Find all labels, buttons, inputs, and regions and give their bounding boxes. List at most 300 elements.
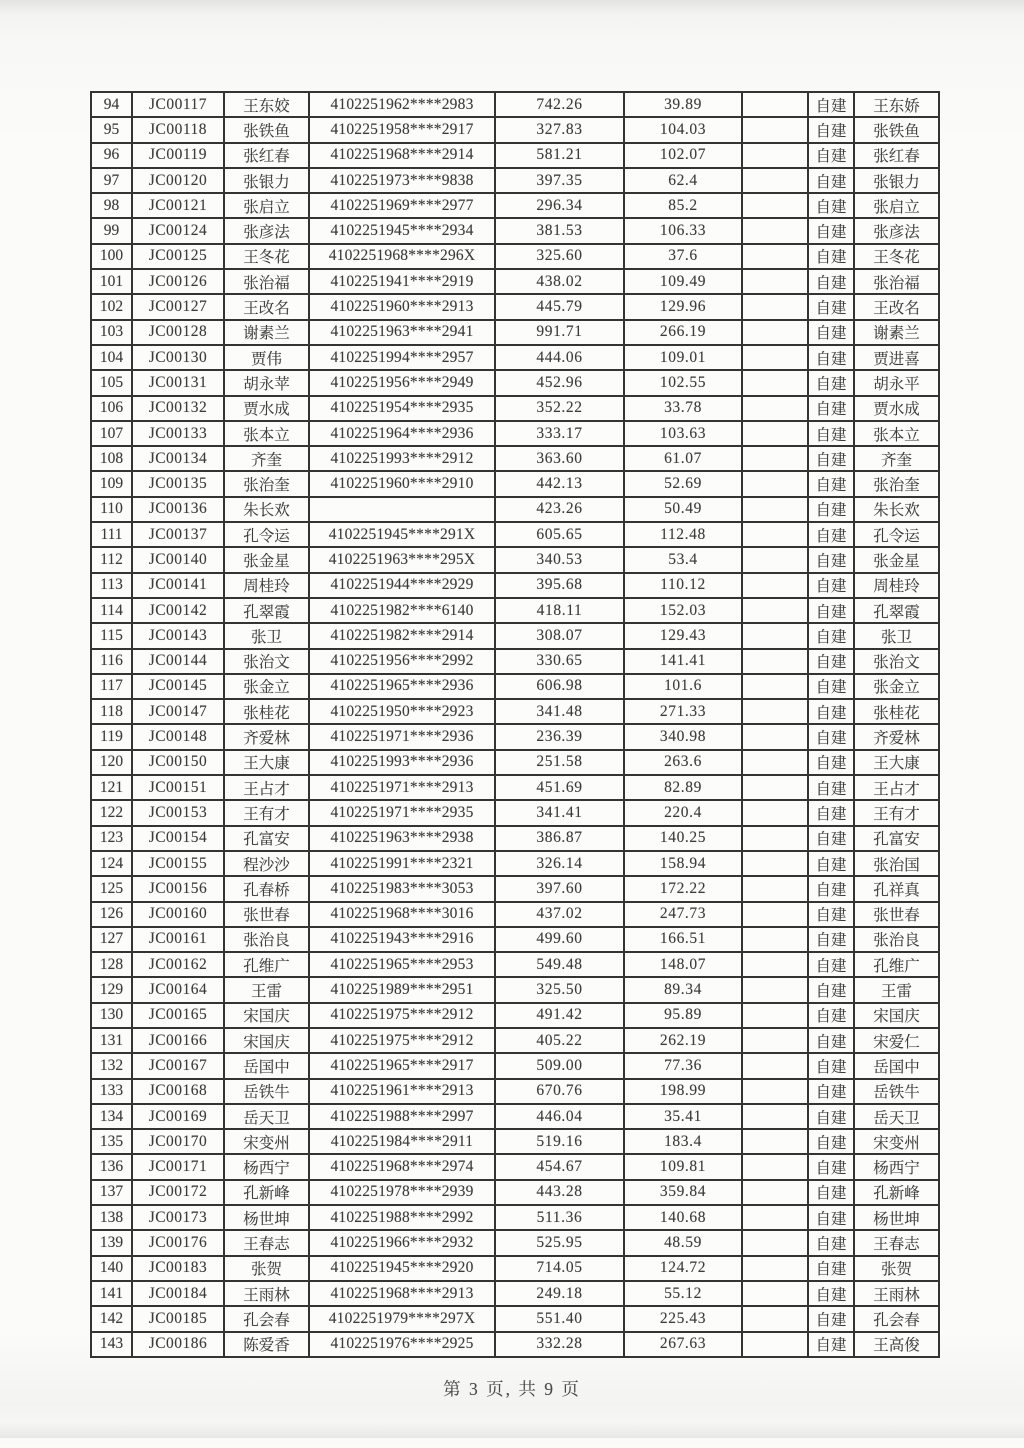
name-cell: 张彦法 xyxy=(224,218,309,243)
amount-1-cell: 386.87 xyxy=(495,826,624,851)
table-row xyxy=(91,117,939,142)
amount-1-cell: 249.18 xyxy=(495,1281,624,1306)
alt-name-cell: 张银力 xyxy=(854,168,939,193)
alt-name-cell: 王东娇 xyxy=(854,92,939,117)
build-type-cell: 自建 xyxy=(808,927,854,952)
amount-2-cell: 109.49 xyxy=(624,269,742,294)
name-cell: 宋国庆 xyxy=(224,1003,309,1028)
amount-1-cell: 423.26 xyxy=(495,497,624,522)
amount-1-cell: 236.39 xyxy=(495,724,624,749)
blank-cell xyxy=(742,750,808,775)
alt-name-cell: 张桂花 xyxy=(854,699,939,724)
amount-1-cell: 308.07 xyxy=(495,623,624,648)
amount-2-cell: 101.6 xyxy=(624,674,742,699)
blank-cell xyxy=(742,168,808,193)
code-cell: JC00172 xyxy=(132,1180,224,1205)
id-number-cell: 4102251994****2957 xyxy=(309,345,495,370)
alt-name-cell: 张治文 xyxy=(854,649,939,674)
row-number-cell: 126 xyxy=(91,902,132,927)
alt-name-cell: 齐爱林 xyxy=(854,724,939,749)
amount-2-cell: 148.07 xyxy=(624,952,742,977)
table-row xyxy=(91,269,939,294)
id-number-cell: 4102251964****2936 xyxy=(309,421,495,446)
id-number-cell: 4102251956****2992 xyxy=(309,649,495,674)
blank-cell xyxy=(742,623,808,648)
amount-2-cell: 271.33 xyxy=(624,699,742,724)
table-row xyxy=(91,1129,939,1154)
id-number-cell: 4102251961****2913 xyxy=(309,1079,495,1104)
code-cell: JC00125 xyxy=(132,244,224,269)
table-row xyxy=(91,497,939,522)
alt-name-cell: 杨西宁 xyxy=(854,1154,939,1179)
amount-1-cell: 381.53 xyxy=(495,218,624,243)
id-number-cell: 4102251971****2936 xyxy=(309,724,495,749)
amount-1-cell: 397.35 xyxy=(495,168,624,193)
name-cell: 孔会春 xyxy=(224,1306,309,1331)
id-number-cell: 4102251954****2935 xyxy=(309,396,495,421)
amount-1-cell: 991.71 xyxy=(495,320,624,345)
code-cell: JC00156 xyxy=(132,876,224,901)
row-number-cell: 118 xyxy=(91,699,132,724)
row-number-cell: 114 xyxy=(91,598,132,623)
amount-2-cell: 48.59 xyxy=(624,1230,742,1255)
row-number-cell: 109 xyxy=(91,471,132,496)
code-cell: JC00176 xyxy=(132,1230,224,1255)
alt-name-cell: 贾进喜 xyxy=(854,345,939,370)
code-cell: JC00128 xyxy=(132,320,224,345)
alt-name-cell: 张卫 xyxy=(854,623,939,648)
amount-1-cell: 443.28 xyxy=(495,1180,624,1205)
id-number-cell: 4102251960****2910 xyxy=(309,471,495,496)
build-type-cell: 自建 xyxy=(808,674,854,699)
code-cell: JC00118 xyxy=(132,117,224,142)
blank-cell xyxy=(742,724,808,749)
code-cell: JC00145 xyxy=(132,674,224,699)
name-cell: 杨西宁 xyxy=(224,1154,309,1179)
table-row xyxy=(91,927,939,952)
id-number-cell: 4102251968****296X xyxy=(309,244,495,269)
blank-cell xyxy=(742,699,808,724)
id-number-cell: 4102251978****2939 xyxy=(309,1180,495,1205)
table-row xyxy=(91,446,939,471)
build-type-cell: 自建 xyxy=(808,1053,854,1078)
table-row xyxy=(91,244,939,269)
amount-2-cell: 85.2 xyxy=(624,193,742,218)
table-row xyxy=(91,1003,939,1028)
amount-2-cell: 262.19 xyxy=(624,1028,742,1053)
blank-cell xyxy=(742,218,808,243)
amount-1-cell: 352.22 xyxy=(495,396,624,421)
blank-cell xyxy=(742,1104,808,1129)
blank-cell xyxy=(742,1332,808,1357)
row-number-cell: 111 xyxy=(91,522,132,547)
blank-cell xyxy=(742,92,808,117)
alt-name-cell: 王雨林 xyxy=(854,1281,939,1306)
id-number-cell: 4102251988****2992 xyxy=(309,1205,495,1230)
table-row xyxy=(91,143,939,168)
amount-2-cell: 166.51 xyxy=(624,927,742,952)
blank-cell xyxy=(742,345,808,370)
row-number-cell: 119 xyxy=(91,724,132,749)
name-cell: 王冬花 xyxy=(224,244,309,269)
id-number-cell: 4102251950****2923 xyxy=(309,699,495,724)
build-type-cell: 自建 xyxy=(808,1230,854,1255)
amount-2-cell: 102.55 xyxy=(624,370,742,395)
name-cell: 孔令运 xyxy=(224,522,309,547)
amount-2-cell: 61.07 xyxy=(624,446,742,471)
amount-1-cell: 418.11 xyxy=(495,598,624,623)
row-number-cell: 137 xyxy=(91,1180,132,1205)
alt-name-cell: 岳天卫 xyxy=(854,1104,939,1129)
amount-1-cell: 451.69 xyxy=(495,775,624,800)
name-cell: 王有才 xyxy=(224,800,309,825)
blank-cell xyxy=(742,421,808,446)
build-type-cell: 自建 xyxy=(808,800,854,825)
build-type-cell: 自建 xyxy=(808,92,854,117)
amount-1-cell: 332.28 xyxy=(495,1332,624,1357)
id-number-cell: 4102251984****2911 xyxy=(309,1129,495,1154)
id-number-cell: 4102251982****6140 xyxy=(309,598,495,623)
id-number-cell: 4102251945****2934 xyxy=(309,218,495,243)
amount-2-cell: 77.36 xyxy=(624,1053,742,1078)
code-cell: JC00155 xyxy=(132,851,224,876)
code-cell: JC00134 xyxy=(132,446,224,471)
amount-2-cell: 263.6 xyxy=(624,750,742,775)
amount-1-cell: 452.96 xyxy=(495,370,624,395)
build-type-cell: 自建 xyxy=(808,598,854,623)
alt-name-cell: 宋爱仁 xyxy=(854,1028,939,1053)
alt-name-cell: 朱长欢 xyxy=(854,497,939,522)
row-number-cell: 121 xyxy=(91,775,132,800)
blank-cell xyxy=(742,573,808,598)
table-row xyxy=(91,396,939,421)
row-number-cell: 140 xyxy=(91,1256,132,1281)
id-number-cell: 4102251968****2913 xyxy=(309,1281,495,1306)
blank-cell xyxy=(742,902,808,927)
amount-1-cell: 714.05 xyxy=(495,1256,624,1281)
name-cell: 张治良 xyxy=(224,927,309,952)
table-row xyxy=(91,1205,939,1230)
blank-cell xyxy=(742,320,808,345)
amount-2-cell: 112.48 xyxy=(624,522,742,547)
name-cell: 王改名 xyxy=(224,294,309,319)
table-body xyxy=(91,92,939,1357)
amount-2-cell: 106.33 xyxy=(624,218,742,243)
table-row xyxy=(91,750,939,775)
code-cell: JC00142 xyxy=(132,598,224,623)
build-type-cell: 自建 xyxy=(808,699,854,724)
code-cell: JC00140 xyxy=(132,547,224,572)
name-cell: 张世春 xyxy=(224,902,309,927)
row-number-cell: 141 xyxy=(91,1281,132,1306)
table-row xyxy=(91,193,939,218)
row-number-cell: 142 xyxy=(91,1306,132,1331)
row-number-cell: 135 xyxy=(91,1129,132,1154)
id-number-cell: 4102251945****291X xyxy=(309,522,495,547)
code-cell: JC00167 xyxy=(132,1053,224,1078)
name-cell: 王占才 xyxy=(224,775,309,800)
row-number-cell: 138 xyxy=(91,1205,132,1230)
amount-1-cell: 341.41 xyxy=(495,800,624,825)
row-number-cell: 133 xyxy=(91,1079,132,1104)
table-row xyxy=(91,168,939,193)
alt-name-cell: 王大康 xyxy=(854,750,939,775)
blank-cell xyxy=(742,244,808,269)
alt-name-cell: 王高俊 xyxy=(854,1332,939,1357)
amount-2-cell: 52.69 xyxy=(624,471,742,496)
id-number-cell: 4102251979****297X xyxy=(309,1306,495,1331)
id-number-cell: 4102251945****2920 xyxy=(309,1256,495,1281)
name-cell: 朱长欢 xyxy=(224,497,309,522)
table-row xyxy=(91,1306,939,1331)
build-type-cell: 自建 xyxy=(808,977,854,1002)
name-cell: 王雨林 xyxy=(224,1281,309,1306)
alt-name-cell: 岳国中 xyxy=(854,1053,939,1078)
alt-name-cell: 张启立 xyxy=(854,193,939,218)
id-number-cell: 4102251973****9838 xyxy=(309,168,495,193)
amount-1-cell: 499.60 xyxy=(495,927,624,952)
amount-1-cell: 395.68 xyxy=(495,573,624,598)
table-row xyxy=(91,598,939,623)
build-type-cell: 自建 xyxy=(808,244,854,269)
amount-1-cell: 551.40 xyxy=(495,1306,624,1331)
alt-name-cell: 王改名 xyxy=(854,294,939,319)
row-number-cell: 120 xyxy=(91,750,132,775)
build-type-cell: 自建 xyxy=(808,294,854,319)
blank-cell xyxy=(742,1053,808,1078)
id-number-cell: 4102251966****2932 xyxy=(309,1230,495,1255)
table-row xyxy=(91,724,939,749)
amount-2-cell: 55.12 xyxy=(624,1281,742,1306)
code-cell: JC00120 xyxy=(132,168,224,193)
alt-name-cell: 王冬花 xyxy=(854,244,939,269)
build-type-cell: 自建 xyxy=(808,1205,854,1230)
row-number-cell: 131 xyxy=(91,1028,132,1053)
blank-cell xyxy=(742,1079,808,1104)
amount-1-cell: 525.95 xyxy=(495,1230,624,1255)
table-row xyxy=(91,977,939,1002)
amount-1-cell: 397.60 xyxy=(495,876,624,901)
amount-1-cell: 438.02 xyxy=(495,269,624,294)
code-cell: JC00153 xyxy=(132,800,224,825)
build-type-cell: 自建 xyxy=(808,218,854,243)
row-number-cell: 139 xyxy=(91,1230,132,1255)
id-number-cell: 4102251965****2936 xyxy=(309,674,495,699)
code-cell: JC00141 xyxy=(132,573,224,598)
build-type-cell: 自建 xyxy=(808,1256,854,1281)
table-row xyxy=(91,826,939,851)
id-number-cell: 4102251971****2913 xyxy=(309,775,495,800)
code-cell: JC00121 xyxy=(132,193,224,218)
blank-cell xyxy=(742,396,808,421)
code-cell: JC00130 xyxy=(132,345,224,370)
table-row xyxy=(91,952,939,977)
id-number-cell xyxy=(309,497,495,522)
row-number-cell: 123 xyxy=(91,826,132,851)
build-type-cell: 自建 xyxy=(808,623,854,648)
build-type-cell: 自建 xyxy=(808,750,854,775)
name-cell: 孔维广 xyxy=(224,952,309,977)
row-number-cell: 113 xyxy=(91,573,132,598)
table-row xyxy=(91,370,939,395)
id-number-cell: 4102251963****2938 xyxy=(309,826,495,851)
name-cell: 齐奎 xyxy=(224,446,309,471)
alt-name-cell: 张治良 xyxy=(854,927,939,952)
amount-1-cell: 606.98 xyxy=(495,674,624,699)
alt-name-cell: 孔会春 xyxy=(854,1306,939,1331)
table-row xyxy=(91,1256,939,1281)
id-number-cell: 4102251989****2951 xyxy=(309,977,495,1002)
id-number-cell: 4102251965****2953 xyxy=(309,952,495,977)
amount-2-cell: 359.84 xyxy=(624,1180,742,1205)
code-cell: JC00164 xyxy=(132,977,224,1002)
row-number-cell: 125 xyxy=(91,876,132,901)
alt-name-cell: 贾水成 xyxy=(854,396,939,421)
table-row xyxy=(91,902,939,927)
build-type-cell: 自建 xyxy=(808,446,854,471)
name-cell: 孔春桥 xyxy=(224,876,309,901)
row-number-cell: 101 xyxy=(91,269,132,294)
table-row xyxy=(91,345,939,370)
blank-cell xyxy=(742,1154,808,1179)
code-cell: JC00185 xyxy=(132,1306,224,1331)
amount-1-cell: 340.53 xyxy=(495,547,624,572)
table-row xyxy=(91,218,939,243)
alt-name-cell: 齐奎 xyxy=(854,446,939,471)
code-cell: JC00148 xyxy=(132,724,224,749)
blank-cell xyxy=(742,1256,808,1281)
amount-1-cell: 363.60 xyxy=(495,446,624,471)
blank-cell xyxy=(742,649,808,674)
name-cell: 谢素兰 xyxy=(224,320,309,345)
alt-name-cell: 孔翠霞 xyxy=(854,598,939,623)
blank-cell xyxy=(742,1129,808,1154)
amount-1-cell: 491.42 xyxy=(495,1003,624,1028)
scan-shading-bottom xyxy=(0,1422,1024,1438)
id-number-cell: 4102251963****2941 xyxy=(309,320,495,345)
code-cell: JC00124 xyxy=(132,218,224,243)
name-cell: 王雷 xyxy=(224,977,309,1002)
amount-1-cell: 251.58 xyxy=(495,750,624,775)
amount-2-cell: 152.03 xyxy=(624,598,742,623)
amount-2-cell: 225.43 xyxy=(624,1306,742,1331)
blank-cell xyxy=(742,800,808,825)
name-cell: 宋国庆 xyxy=(224,1028,309,1053)
id-number-cell: 4102251969****2977 xyxy=(309,193,495,218)
build-type-cell: 自建 xyxy=(808,421,854,446)
name-cell: 张卫 xyxy=(224,623,309,648)
code-cell: JC00127 xyxy=(132,294,224,319)
table-row xyxy=(91,1180,939,1205)
code-cell: JC00168 xyxy=(132,1079,224,1104)
name-cell: 张铁鱼 xyxy=(224,117,309,142)
amount-2-cell: 109.81 xyxy=(624,1154,742,1179)
row-number-cell: 95 xyxy=(91,117,132,142)
name-cell: 张贺 xyxy=(224,1256,309,1281)
name-cell: 张金立 xyxy=(224,674,309,699)
amount-2-cell: 158.94 xyxy=(624,851,742,876)
name-cell: 王东姣 xyxy=(224,92,309,117)
alt-name-cell: 张治福 xyxy=(854,269,939,294)
row-number-cell: 106 xyxy=(91,396,132,421)
id-number-cell: 4102251971****2935 xyxy=(309,800,495,825)
amount-1-cell: 296.34 xyxy=(495,193,624,218)
amount-1-cell: 605.65 xyxy=(495,522,624,547)
code-cell: JC00150 xyxy=(132,750,224,775)
records-table xyxy=(90,91,940,1358)
name-cell: 张启立 xyxy=(224,193,309,218)
name-cell: 杨世坤 xyxy=(224,1205,309,1230)
row-number-cell: 99 xyxy=(91,218,132,243)
row-number-cell: 96 xyxy=(91,143,132,168)
amount-1-cell: 742.26 xyxy=(495,92,624,117)
row-number-cell: 134 xyxy=(91,1104,132,1129)
build-type-cell: 自建 xyxy=(808,649,854,674)
alt-name-cell: 张治国 xyxy=(854,851,939,876)
blank-cell xyxy=(742,598,808,623)
blank-cell xyxy=(742,952,808,977)
row-number-cell: 136 xyxy=(91,1154,132,1179)
amount-2-cell: 266.19 xyxy=(624,320,742,345)
alt-name-cell: 杨世坤 xyxy=(854,1205,939,1230)
id-number-cell: 4102251993****2936 xyxy=(309,750,495,775)
amount-2-cell: 102.07 xyxy=(624,143,742,168)
code-cell: JC00166 xyxy=(132,1028,224,1053)
code-cell: JC00160 xyxy=(132,902,224,927)
build-type-cell: 自建 xyxy=(808,168,854,193)
build-type-cell: 自建 xyxy=(808,1028,854,1053)
amount-2-cell: 109.01 xyxy=(624,345,742,370)
row-number-cell: 143 xyxy=(91,1332,132,1357)
code-cell: JC00183 xyxy=(132,1256,224,1281)
id-number-cell: 4102251993****2912 xyxy=(309,446,495,471)
row-number-cell: 108 xyxy=(91,446,132,471)
amount-2-cell: 140.68 xyxy=(624,1205,742,1230)
amount-2-cell: 103.63 xyxy=(624,421,742,446)
blank-cell xyxy=(742,471,808,496)
table-row xyxy=(91,294,939,319)
code-cell: JC00131 xyxy=(132,370,224,395)
blank-cell xyxy=(742,977,808,1002)
amount-1-cell: 509.00 xyxy=(495,1053,624,1078)
table-row xyxy=(91,92,939,117)
table-row xyxy=(91,547,939,572)
name-cell: 孔翠霞 xyxy=(224,598,309,623)
name-cell: 张本立 xyxy=(224,421,309,446)
code-cell: JC00117 xyxy=(132,92,224,117)
alt-name-cell: 孔祥真 xyxy=(854,876,939,901)
name-cell: 张治福 xyxy=(224,269,309,294)
blank-cell xyxy=(742,446,808,471)
id-number-cell: 4102251963****295X xyxy=(309,547,495,572)
table-row xyxy=(91,421,939,446)
table-row xyxy=(91,851,939,876)
name-cell: 王春志 xyxy=(224,1230,309,1255)
build-type-cell: 自建 xyxy=(808,1003,854,1028)
amount-1-cell: 670.76 xyxy=(495,1079,624,1104)
alt-name-cell: 张铁鱼 xyxy=(854,117,939,142)
code-cell: JC00165 xyxy=(132,1003,224,1028)
amount-2-cell: 37.6 xyxy=(624,244,742,269)
code-cell: JC00136 xyxy=(132,497,224,522)
build-type-cell: 自建 xyxy=(808,396,854,421)
id-number-cell: 4102251968****2974 xyxy=(309,1154,495,1179)
row-number-cell: 103 xyxy=(91,320,132,345)
name-cell: 胡永苹 xyxy=(224,370,309,395)
amount-1-cell: 341.48 xyxy=(495,699,624,724)
table-row xyxy=(91,1281,939,1306)
blank-cell xyxy=(742,117,808,142)
